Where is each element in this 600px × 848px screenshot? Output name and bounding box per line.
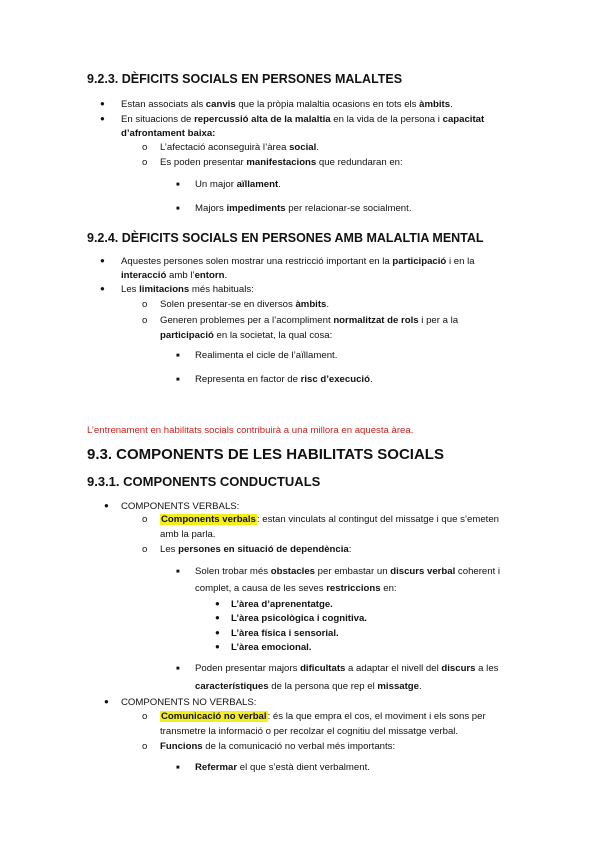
list-item: Poden presentar majors dificultats a adaptar el nivell del discurs a les	[195, 663, 499, 674]
square-bullet-icon: ■	[176, 666, 180, 672]
square-bullet-icon: ■	[176, 182, 180, 188]
list-item: Representa en factor de risc d’execució.	[195, 374, 373, 385]
bullet-icon: ●	[215, 628, 220, 637]
square-bullet-icon: ■	[176, 377, 180, 383]
heading-9-2-4: 9.2.4. DÈFICITS SOCIALS EN PERSONES AMB MALALTIA MENTAL	[87, 231, 484, 245]
list-item: Les limitacions més habituals:	[121, 284, 254, 295]
list-item: L’afectació aconseguirà l’àrea social.	[160, 142, 319, 153]
list-item-continuation: transmetre la informació o per recolzar el cognitiu del missatge verbal.	[160, 726, 459, 737]
list-item: Solen trobar més obstacles per embastar un discurs verbal coherent i	[195, 566, 501, 577]
circle-bullet-icon: o	[142, 741, 148, 752]
list-item-continuation: d’afrontament baixa:	[121, 128, 216, 139]
circle-bullet-icon: o	[142, 544, 148, 555]
bullet-icon: ●	[104, 697, 109, 706]
heading-9-3: 9.3. COMPONENTS DE LES HABILITATS SOCIALS	[87, 446, 444, 463]
list-item: L’àrea emocional.	[231, 642, 312, 653]
bullet-icon: ●	[215, 613, 220, 622]
square-bullet-icon: ■	[176, 765, 180, 771]
bullet-icon: ●	[104, 501, 109, 510]
bullet-icon: ●	[215, 642, 220, 651]
circle-bullet-icon: o	[142, 711, 148, 722]
heading-9-3-1: 9.3.1. COMPONENTS CONDUCTUALS	[87, 474, 321, 489]
list-item-continuation: participació en la societat, la qual cosa:	[160, 330, 333, 341]
list-item: COMPONENTS NO VERBALS:	[121, 697, 257, 708]
list-item-continuation: amb la parla.	[160, 529, 216, 540]
bullet-icon: ●	[215, 599, 220, 608]
heading-9-2-3: 9.2.3. DÈFICITS SOCIALS EN PERSONES MALALTES	[87, 72, 403, 86]
list-item-continuation: complet, a causa de les seves restriccions en:	[195, 583, 397, 594]
list-item: Generen problemes per a l’acompliment normalitzat de rols i per a la	[160, 315, 459, 326]
list-item: Funcions de la comunicació no verbal més importants:	[160, 741, 396, 752]
circle-bullet-icon: o	[142, 142, 148, 153]
list-item: Comunicació no verbal: és la que empra el cos, el moviment i els sons per	[161, 711, 486, 722]
list-item: Un major aïllament.	[195, 179, 281, 190]
list-item: Estan associats als canvis que la pròpia malaltia ocasions en tots els àmbits.	[121, 99, 453, 110]
list-item: L’àrea psicològica i cognitiva.	[231, 613, 367, 624]
bullet-icon: ●	[100, 114, 105, 123]
square-bullet-icon: ■	[176, 353, 180, 359]
list-item: L’àrea d’aprenentatge.	[231, 599, 333, 610]
list-item: Refermar el que s’està dient verbalment.	[195, 762, 370, 773]
list-item: Solen presentar-se en diversos àmbits.	[160, 299, 330, 310]
list-item: Components verbals: estan vinculats al contingut del missatge i que s’emeten	[161, 514, 500, 525]
red-note: L’entrenament en habilitats socials contribuirà a una millora en aquesta àrea.	[87, 425, 414, 436]
bullet-icon: ●	[100, 256, 105, 265]
bullet-icon: ●	[100, 99, 105, 108]
list-item-continuation: interacció amb l’entorn.	[121, 270, 228, 281]
square-bullet-icon: ■	[176, 569, 180, 575]
list-item: En situacions de repercussió alta de la malaltia en la vida de la persona i capacitat	[121, 114, 485, 125]
list-item: L’àrea física i sensorial.	[231, 628, 339, 639]
list-item: Es poden presentar manifestacions que redundaran en:	[160, 157, 403, 168]
list-item: COMPONENTS VERBALS:	[121, 501, 240, 512]
list-item: Les persones en situació de dependència:	[160, 544, 352, 555]
circle-bullet-icon: o	[142, 157, 148, 168]
circle-bullet-icon: o	[142, 299, 148, 310]
circle-bullet-icon: o	[142, 315, 148, 326]
circle-bullet-icon: o	[142, 514, 148, 525]
list-item: Majors impediments per relacionar-se socialment.	[195, 203, 412, 214]
bullet-icon: ●	[100, 284, 105, 293]
square-bullet-icon: ■	[176, 206, 180, 212]
list-item: Realimenta el cicle de l’aïllament.	[195, 350, 338, 361]
list-item-continuation: característiques de la persona que rep el missatge.	[195, 681, 422, 692]
list-item: Aquestes persones solen mostrar una restricció important en la participació i en la	[121, 256, 475, 267]
